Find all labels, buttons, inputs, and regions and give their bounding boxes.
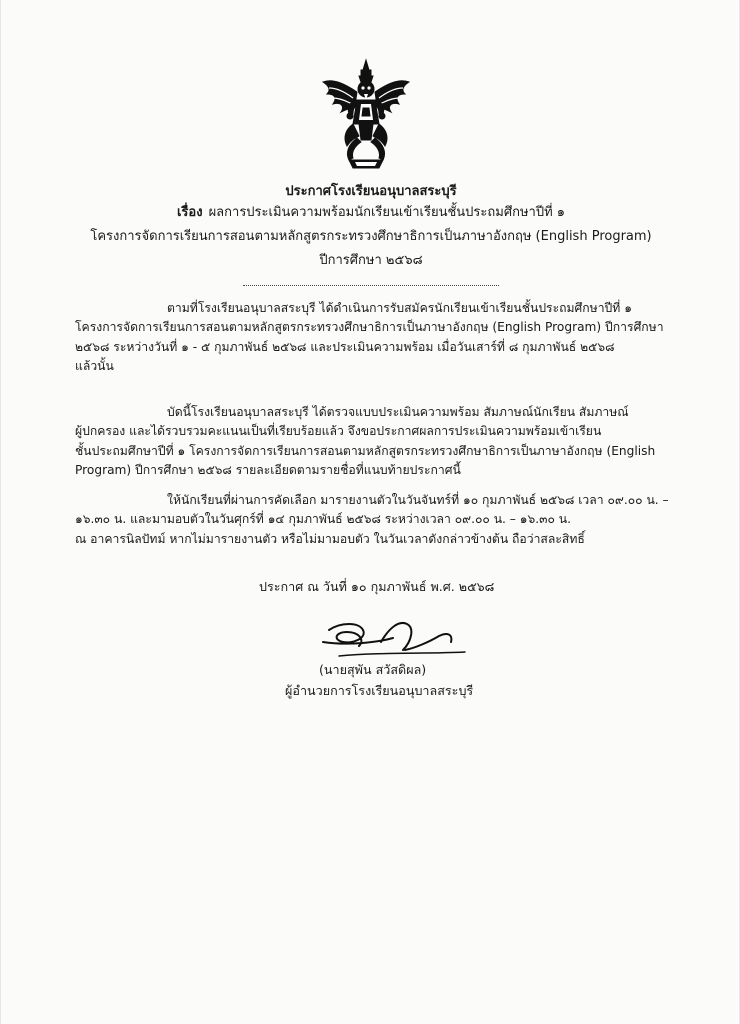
paragraph-line: ตามที่โรงเรียนอนุบาลสระบุรี ได้ดำเนินการรับสมัครนักเรียนเข้าเรียนชั้นประถมศึกษาปีที่ ๑	[167, 301, 632, 315]
paragraph-2	[75, 403, 669, 481]
announced-date: ประกาศ ณ วันที่ ๑๐ กุมภาพันธ์ พ.ศ. ๒๕๖๘	[259, 579, 495, 594]
paragraph-line: แล้วนั้น	[75, 359, 114, 374]
announcement-title: ประกาศโรงเรียนอนุบาลสระบุรี	[285, 184, 457, 199]
subject-text: ผลการประเมินความพร้อมนักเรียนเข้าเรียนชั้นประถมศึกษาปีที่ ๑	[208, 205, 566, 220]
paragraph-line: ให้นักเรียนที่ผ่านการคัดเลือก มารายงานตัวในวันจันทร์ที่ ๑๐ กุมภาพันธ์ ๒๕๖๘ เวลา ๐๙.๐๐ น. –	[167, 493, 669, 507]
dotted-divider	[243, 285, 499, 286]
paragraph-line: โครงการจัดการเรียนการสอนตามหลักสูตรกระทรวงศึกษาธิการเป็นภาษาอังกฤษ (English Program) ปีการศึกษา	[75, 320, 664, 335]
signatory-position: ผู้อำนวยการโรงเรียนอนุบาลสระบุรี	[285, 683, 474, 698]
paragraph-1	[75, 299, 669, 377]
announcement-subject	[61, 203, 681, 223]
subject-label: เรื่อง	[176, 205, 203, 220]
paragraph-line: ผู้ปกครอง และได้รวบรวมคะแนนเป็นที่เรียบร้อยแล้ว จึงขอประกาศผลการประเมินความพร้อมเข้าเรียน	[75, 424, 602, 439]
paragraph-line: ชั้นประถมศึกษาปีที่ ๑ โครงการจัดการเรียนการสอนตามหลักสูตรกระทรวงศึกษาธิการเป็นภาษาอังกฤษ (English	[75, 443, 656, 458]
paragraph-line: ๒๕๖๘ ระหว่างวันที่ ๑ - ๕ กุมภาพันธ์ ๒๕๖๘ และประเมินความพร้อม เมื่อวันเสาร์ที่ ๘ กุมภาพันธ์ ๒๕๖๘	[75, 339, 615, 354]
paragraph-line: บัดนี้โรงเรียนอนุบาลสระบุรี ได้ตรวจแบบประเมินความพร้อม สัมภาษณ์นักเรียน สัมภาษณ์	[167, 405, 629, 419]
paragraph-3	[75, 491, 669, 549]
project-title: โครงการจัดการเรียนการสอนตามหลักสูตรกระทรวงศึกษาธิการเป็นภาษาอังกฤษ (English Program)	[90, 229, 652, 244]
paragraph-line: Program) ปีการศึกษา ๒๕๖๘ รายละเอียดตามรายชื่อที่แนบท้ายประกาศนี้	[75, 463, 461, 478]
paragraph-line: ณ อาคารนิลปัทม์ หากไม่มารายงานตัว หรือไม่มามอบตัว ในวันเวลาดังกล่าวข้างต้น ถือว่าสละสิทธิ์	[75, 531, 585, 546]
signatory-name: (นายสุพัน สวัสดิผล)	[319, 662, 427, 677]
academic-year: ปีการศึกษา ๒๕๖๘	[319, 253, 423, 268]
handwritten-signature	[319, 612, 469, 664]
garuda-emblem-icon	[319, 58, 413, 170]
paragraph-line: ๑๖.๓๐ น. และมามอบตัวในวันศุกร์ที่ ๑๔ กุมภาพันธ์ ๒๕๖๘ ระหว่างเวลา ๐๙.๐๐ น. – ๑๖.๓๐ น.	[75, 512, 571, 527]
